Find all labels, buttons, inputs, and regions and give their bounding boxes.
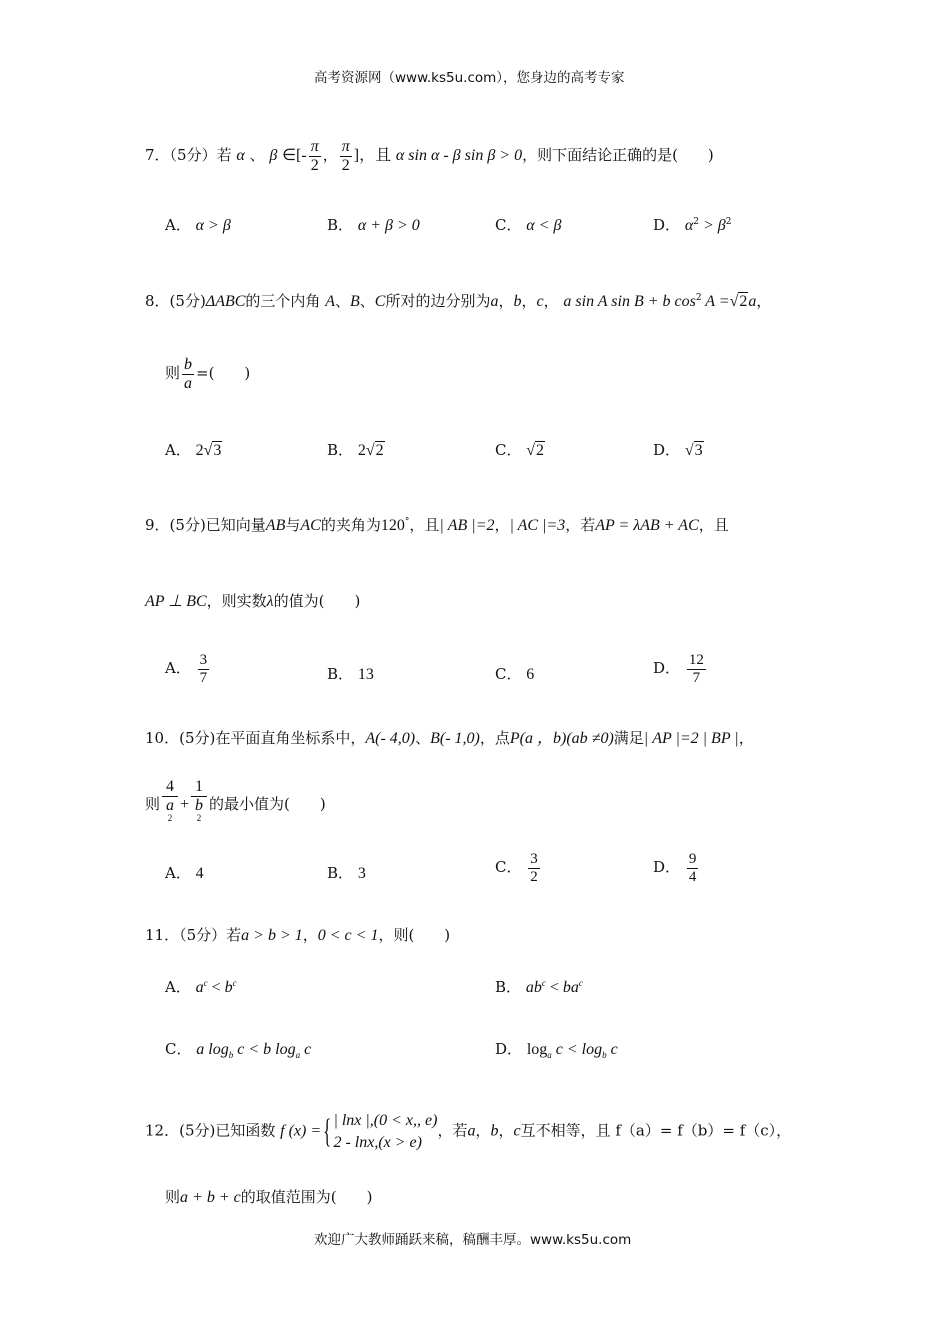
q8-comma: ， — [543, 292, 559, 310]
q9-text: ，且 — [409, 516, 440, 534]
q8-option-c[interactable] — [495, 439, 545, 460]
q10-number: 10．(5分)在平面直角坐标系中， — [145, 729, 366, 747]
q12-piecewise: | lnx |,(0 < x,, e) 2 - lnx,(x > e) — [333, 1112, 438, 1151]
q8-number: 8．(5分) — [145, 292, 206, 310]
q7-sep: 、 — [249, 146, 265, 165]
q7-option-a[interactable] — [165, 214, 231, 235]
q7-condition: α sin α - β sin β > 0 — [395, 147, 523, 165]
q10-sep: 、 — [415, 729, 431, 747]
q9-perp: AP ⊥ BC — [145, 593, 207, 610]
q12-text: ，若 — [437, 1121, 468, 1140]
option-label: B． — [327, 216, 354, 234]
q9-text: ，若 — [565, 516, 596, 534]
q12-var: c — [513, 1122, 521, 1140]
option-fraction: $\frac{3}{2}$ — [530, 851, 538, 885]
q9-option-a[interactable] — [165, 652, 211, 686]
option-label: A． — [165, 978, 191, 996]
q10-fraction-2: 1 b $^2$ — [191, 778, 207, 832]
q12-line2 — [165, 1186, 372, 1207]
q8-text: 所对的边分别为 — [385, 292, 491, 310]
q11-option-d[interactable] — [495, 1038, 618, 1060]
option-coef: 2 — [357, 442, 366, 459]
q8-side-c: c — [536, 293, 544, 310]
q11-answer-blank: ，则( ) — [378, 926, 451, 944]
option-expr: α — [684, 217, 694, 234]
question-10 — [145, 725, 754, 748]
superscript: 2 — [725, 217, 732, 227]
option-expr: α + β > 0 — [357, 217, 420, 234]
option-label: B． — [327, 864, 354, 882]
sqrt-symbol: √2 — [365, 442, 384, 459]
q7-tail: ，则下面结论正确的是( ) — [522, 146, 714, 165]
option-label: C． — [495, 216, 522, 234]
q10-text: ，点 — [479, 729, 510, 747]
option-value: 3 — [357, 865, 366, 882]
option-label: A． — [165, 659, 191, 677]
page-footer: 欢迎广大教师踊跃来稿，稿酬丰厚。www.ks5u.com — [314, 1232, 632, 1248]
option-expr-rest: > β — [698, 217, 726, 234]
q7-beta: β — [269, 147, 278, 165]
option-label: B． — [495, 978, 522, 996]
option-fraction: $\frac{12}{7}$ — [688, 652, 704, 686]
q12-function: f (x) = — [280, 1122, 322, 1140]
option-value: 13 — [357, 666, 374, 683]
q11-option-b[interactable] — [495, 976, 583, 997]
q10-text: ， — [738, 729, 754, 747]
superscript: 2 — [695, 293, 702, 303]
q8-line2 — [165, 356, 250, 392]
q8-triangle: ΔABC — [205, 293, 246, 310]
option-base: ab — [525, 979, 542, 996]
page-header: 高考资源网（www.ks5u.com），您身边的高考专家 — [314, 70, 625, 86]
q8-side-b: b — [513, 293, 522, 310]
q9-abs-ab: | AB |=2 — [439, 517, 495, 534]
q10-point-p: P(a ，b)(ab ≠0) — [509, 730, 614, 747]
option-label: A． — [165, 441, 191, 459]
sqrt-symbol: √3 — [203, 442, 222, 459]
q8-comma: ， — [521, 292, 537, 310]
subscript: b — [228, 1050, 234, 1060]
superscript: c — [578, 978, 583, 988]
q10-fraction-1: 4 a $^2$ — [162, 778, 178, 832]
q12-text: 则 — [165, 1188, 181, 1206]
plus-sign: + — [180, 795, 190, 813]
q8-option-d[interactable] — [653, 439, 704, 460]
q8-text: 的三个内角 — [245, 292, 321, 310]
q11-option-a[interactable] — [165, 976, 237, 997]
q8-sep: 、 — [334, 292, 350, 310]
q9-vector-eq: AP = λAB + AC — [595, 517, 699, 534]
q9-line2 — [145, 590, 360, 611]
option-fraction: $\frac{3}{7}$ — [199, 652, 208, 686]
q7-comma: ， — [322, 146, 338, 165]
q11-number: 11．（5分）若 — [145, 926, 242, 944]
sqrt-symbol: √2 — [729, 293, 748, 310]
option-label: D． — [653, 216, 681, 234]
q10-point-b: B(- 1,0) — [430, 730, 480, 747]
q9-option-c[interactable] — [495, 663, 534, 684]
option-value: 6 — [526, 666, 535, 683]
q9-option-b[interactable] — [327, 663, 374, 684]
q10-text: 满足 — [613, 729, 644, 747]
q8-equation-mid: A = — [701, 293, 730, 310]
q10-answer-blank: 的最小值为( ) — [209, 794, 326, 813]
sqrt-symbol: √3 — [684, 442, 703, 459]
q11-cond-2: 0 < c < 1 — [317, 927, 379, 944]
q7-fraction-left: $\frac{\pi}{2}$ — [310, 138, 319, 174]
subscript: a — [547, 1050, 552, 1060]
q10-option-a[interactable] — [165, 862, 204, 883]
option-label: B． — [327, 441, 354, 459]
q10-option-c[interactable] — [495, 851, 542, 885]
question-11 — [145, 924, 450, 945]
q9-text: ，则实数 — [206, 592, 267, 610]
sqrt-symbol: √2 — [526, 442, 545, 459]
q10-condition: | AP |=2 | BP | — [643, 730, 739, 747]
option-label: A． — [165, 864, 191, 882]
option-fraction: $\frac{9}{4}$ — [688, 851, 697, 885]
q11-text: ， — [302, 926, 318, 944]
option-expr: c — [606, 1041, 618, 1058]
q12-sum: a + b + c — [180, 1189, 241, 1206]
option-label: B． — [327, 665, 354, 683]
q7-option-b[interactable] — [327, 214, 420, 235]
q9-abs-ac: | AC |=3 — [509, 517, 566, 534]
option-label: D． — [495, 1040, 523, 1058]
q10-option-d[interactable] — [653, 851, 700, 885]
q10-option-b[interactable] — [327, 862, 366, 883]
less-than: < — [545, 979, 563, 996]
option-expr: α > β — [195, 217, 231, 234]
option-base: b — [224, 979, 233, 996]
option-base: ba — [562, 979, 579, 996]
q9-answer-blank: 的值为( ) — [273, 592, 361, 610]
q9-option-d[interactable] — [653, 652, 708, 686]
option-label: D． — [653, 659, 681, 677]
q10-point-a: A(- 4,0) — [365, 730, 416, 747]
q7-option-c[interactable] — [495, 214, 561, 235]
q9-text: ，且 — [698, 516, 729, 534]
option-expr: c — [300, 1041, 312, 1058]
q12-comma: ， — [498, 1121, 514, 1140]
subscript: b — [602, 1050, 607, 1060]
left-brace-icon: { — [323, 1112, 332, 1150]
q7-option-d[interactable] — [653, 214, 731, 235]
q9-number: 9．(5分)已知向量 — [145, 516, 266, 534]
question-8 — [145, 290, 771, 311]
q9-text: ， — [494, 516, 510, 534]
q9-vector-ab: AB — [265, 517, 286, 534]
degree-symbol: ° — [404, 517, 410, 527]
q9-lambda: λ — [266, 593, 274, 610]
question-12 — [145, 1110, 791, 1153]
q8-text: 则 — [165, 364, 181, 383]
option-expr: α < β — [526, 217, 562, 234]
option-label: C． — [495, 441, 522, 459]
q11-option-c[interactable] — [165, 1038, 311, 1060]
q9-text: 与 — [285, 516, 301, 534]
option-label: A． — [165, 216, 191, 234]
q8-equation-end: a — [748, 293, 757, 310]
q10-text: 则 — [145, 794, 161, 813]
option-label: D． — [653, 858, 681, 876]
q9-text: 的夹角为 — [320, 516, 381, 534]
q7-fraction-right: $\frac{\pi}{2}$ — [341, 138, 350, 174]
q8-comma: ， — [756, 292, 772, 310]
q12-var: a — [467, 1122, 476, 1140]
q12-var: b — [490, 1122, 499, 1140]
option-expr: c < log — [551, 1041, 603, 1058]
question-7 — [145, 138, 714, 174]
q9-angle: 120 — [380, 517, 405, 534]
q7-number: 7．（5分）若 — [145, 146, 232, 165]
q7-alpha: α — [236, 147, 245, 165]
q12-answer-blank: 的取值范围为( ) — [240, 1188, 373, 1206]
option-label: C． — [495, 665, 522, 683]
q12-number: 12．(5分)已知函数 — [145, 1121, 276, 1140]
option-value: 4 — [195, 865, 204, 882]
q8-option-a[interactable] — [165, 439, 222, 460]
q8-comma: ， — [498, 292, 514, 310]
q7-range-open: ∈[- — [282, 147, 307, 165]
q12-comma: ， — [475, 1121, 491, 1140]
option-expr: a log — [196, 1041, 229, 1058]
less-than: < — [207, 979, 225, 996]
q7-range-close: ]，且 — [353, 147, 392, 165]
q10-line2 — [145, 778, 326, 832]
q8-fraction: $\frac{b}{a}$ — [184, 356, 193, 392]
superscript: c — [541, 978, 546, 988]
superscript: 2 — [693, 217, 699, 227]
option-coef: 2 — [195, 442, 204, 459]
q8-angle-a: A — [325, 293, 335, 310]
option-expr: log — [526, 1041, 548, 1058]
option-base: a — [195, 979, 204, 996]
q8-angle-b: B — [350, 293, 360, 310]
option-label: D． — [653, 441, 681, 459]
option-expr: c < b log — [233, 1041, 296, 1058]
q11-cond-1: a > b > 1 — [241, 927, 303, 944]
q8-answer-blank: =( ) — [196, 364, 251, 383]
q8-angle-c: C — [374, 293, 386, 310]
q9-vector-ac: AC — [300, 517, 321, 534]
q8-equation: a sin A sin B + b cos — [563, 293, 696, 310]
question-9 — [145, 514, 729, 535]
superscript: c — [232, 978, 237, 988]
option-label: C． — [495, 858, 522, 876]
subscript: a — [295, 1050, 301, 1060]
superscript: c — [203, 978, 208, 988]
option-label: C． — [165, 1040, 192, 1058]
q8-sep: 、 — [359, 292, 375, 310]
q8-option-b[interactable] — [327, 439, 385, 460]
q8-side-a: a — [490, 293, 499, 310]
q12-text: 互不相等，且 f（a）= f（b）= f（c）， — [520, 1121, 792, 1140]
